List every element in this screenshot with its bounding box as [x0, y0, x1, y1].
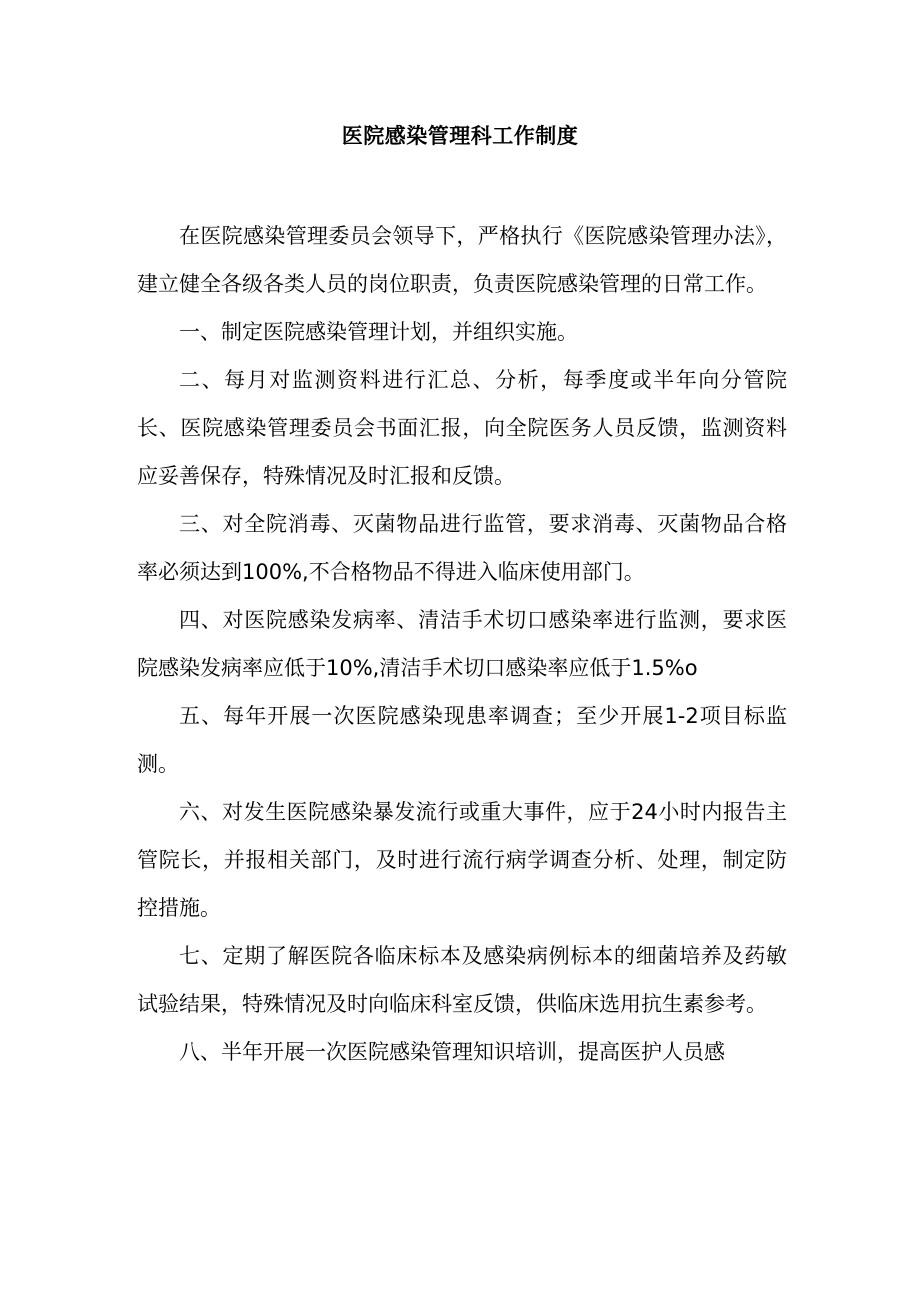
paragraph-item-4: 四、对医院感染发病率、清洁手术切口感染率进行监测，要求医院感染发病率应低于10%,清洁手术切口感染率应低于1.5%o [137, 608, 787, 680]
paragraph-item-1: 一、制定医院感染管理计划，并组织实施。 [179, 320, 578, 344]
paragraph-item-5: 五、每年开展一次医院感染现患率调查；至少开展1-2项目标监测。 [137, 704, 787, 776]
paragraph-item-8: 八、半年开展一次医院感染管理知识培训，提高医护人员感 [179, 1040, 725, 1064]
document-title: 医院感染管理科工作制度 [341, 124, 579, 148]
paragraph-intro: 在医院感染管理委员会领导下，严格执行《医院感染管理办法》，建立健全各级各类人员的岗位职责，负责医院感染管理的日常工作。 [137, 224, 787, 296]
document-body [137, 212, 787, 1076]
paragraph-item-7: 七、定期了解医院各临床标本及感染病例标本的细菌培养及药敏试验结果，特殊情况及时向临床科室反馈，供临床选用抗生素参考。 [137, 944, 787, 1016]
paragraph-item-2: 二、每月对监测资料进行汇总、分析，每季度或半年向分管院长、医院感染管理委员会书面汇报，向全院医务人员反馈，监测资料应妥善保存，特殊情况及时汇报和反馈。 [137, 368, 787, 488]
paragraph-item-6: 六、对发生医院感染暴发流行或重大事件，应于24小时内报告主管院长，并报相关部门，及时进行流行病学调查分析、处理，制定防控措施。 [137, 800, 787, 920]
paragraph-item-3: 三、对全院消毒、灭菌物品进行监管，要求消毒、灭菌物品合格率必须达到100%,不合格物品不得进入临床使用部门。 [137, 512, 787, 584]
